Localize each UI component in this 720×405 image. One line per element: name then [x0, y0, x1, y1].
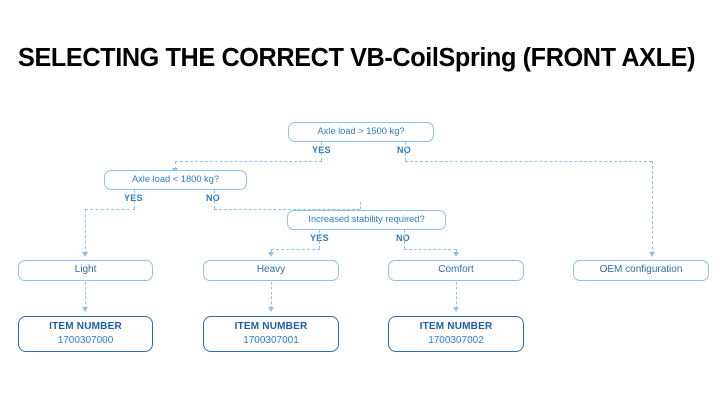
item-number-card-comfort[interactable]: [388, 316, 524, 352]
result-node-label: Light: [74, 264, 97, 276]
arrow-q2-yes: [82, 252, 88, 257]
item-number-value: 1700307002: [428, 335, 484, 346]
branch-label-q3-no: NO: [396, 233, 411, 243]
branch-label-q3-yes: YES: [310, 233, 329, 243]
connector-light-to-item: [85, 282, 86, 309]
result-node-label: Heavy: [256, 264, 286, 276]
arrow-heavy-item: [268, 307, 274, 312]
connector-q3-yes-run: [271, 249, 320, 250]
connector-q3-yes-stem: [319, 230, 320, 249]
connector-q1-yes-run: [175, 161, 322, 162]
arrow-q1-no: [649, 252, 655, 257]
item-number-value: 1700307000: [57, 335, 114, 346]
decision-node-increased-stability[interactable]: [287, 210, 446, 230]
item-number-title: ITEM NUMBER: [49, 320, 122, 332]
connector-q3-no-run: [404, 249, 456, 250]
branch-label-q2-no: NO: [206, 193, 221, 203]
connector-q3-no-stem: [404, 230, 405, 249]
item-number-value: 1700307001: [243, 335, 299, 346]
item-number-card-light[interactable]: [18, 316, 153, 352]
arrow-light-item: [82, 307, 88, 312]
connector-q2-no-up: [360, 202, 361, 209]
decision-node-label: Increased stability required?: [308, 214, 425, 225]
result-node-comfort[interactable]: [388, 260, 524, 281]
item-number-title: ITEM NUMBER: [419, 320, 493, 332]
decision-node-label: Axle load > 1500 kg?: [317, 126, 405, 137]
connector-q1-yes-stem: [321, 142, 322, 161]
connector-q2-yes-drop: [85, 209, 86, 254]
result-node-oem-configuration[interactable]: [573, 260, 709, 281]
decision-node-label: Axle load < 1800 kg?: [131, 174, 220, 185]
connector-q1-no-drop: [652, 161, 653, 254]
item-number-card-heavy[interactable]: [203, 316, 339, 352]
decision-node-axle-load-1500[interactable]: [288, 122, 434, 142]
arrow-q3-no: [453, 252, 459, 257]
decision-node-axle-load-1800[interactable]: [104, 170, 247, 190]
arrow-comfort-item: [453, 307, 459, 312]
connector-q2-yes-run: [85, 209, 135, 210]
page-title: SELECTING THE CORRECT VB-CoilSpring (FRONT AXLE): [18, 44, 696, 72]
connector-q2-no-stem: [214, 190, 215, 209]
arrow-q3-yes: [268, 252, 274, 257]
connector-heavy-to-item: [271, 282, 272, 309]
result-node-label: OEM configuration: [599, 264, 683, 276]
branch-label-q2-yes: YES: [124, 193, 143, 203]
connector-q2-yes-stem: [134, 190, 135, 209]
result-node-light[interactable]: [18, 260, 153, 281]
connector-q1-no-stem: [405, 142, 406, 161]
result-node-heavy[interactable]: [203, 260, 339, 281]
branch-label-q1-no: NO: [397, 145, 412, 155]
branch-label-q1-yes: YES: [312, 145, 331, 155]
connector-comfort-to-item: [456, 282, 457, 309]
connector-q1-no-run: [405, 161, 652, 162]
result-node-label: Comfort: [438, 264, 474, 276]
item-number-title: ITEM NUMBER: [234, 320, 308, 332]
